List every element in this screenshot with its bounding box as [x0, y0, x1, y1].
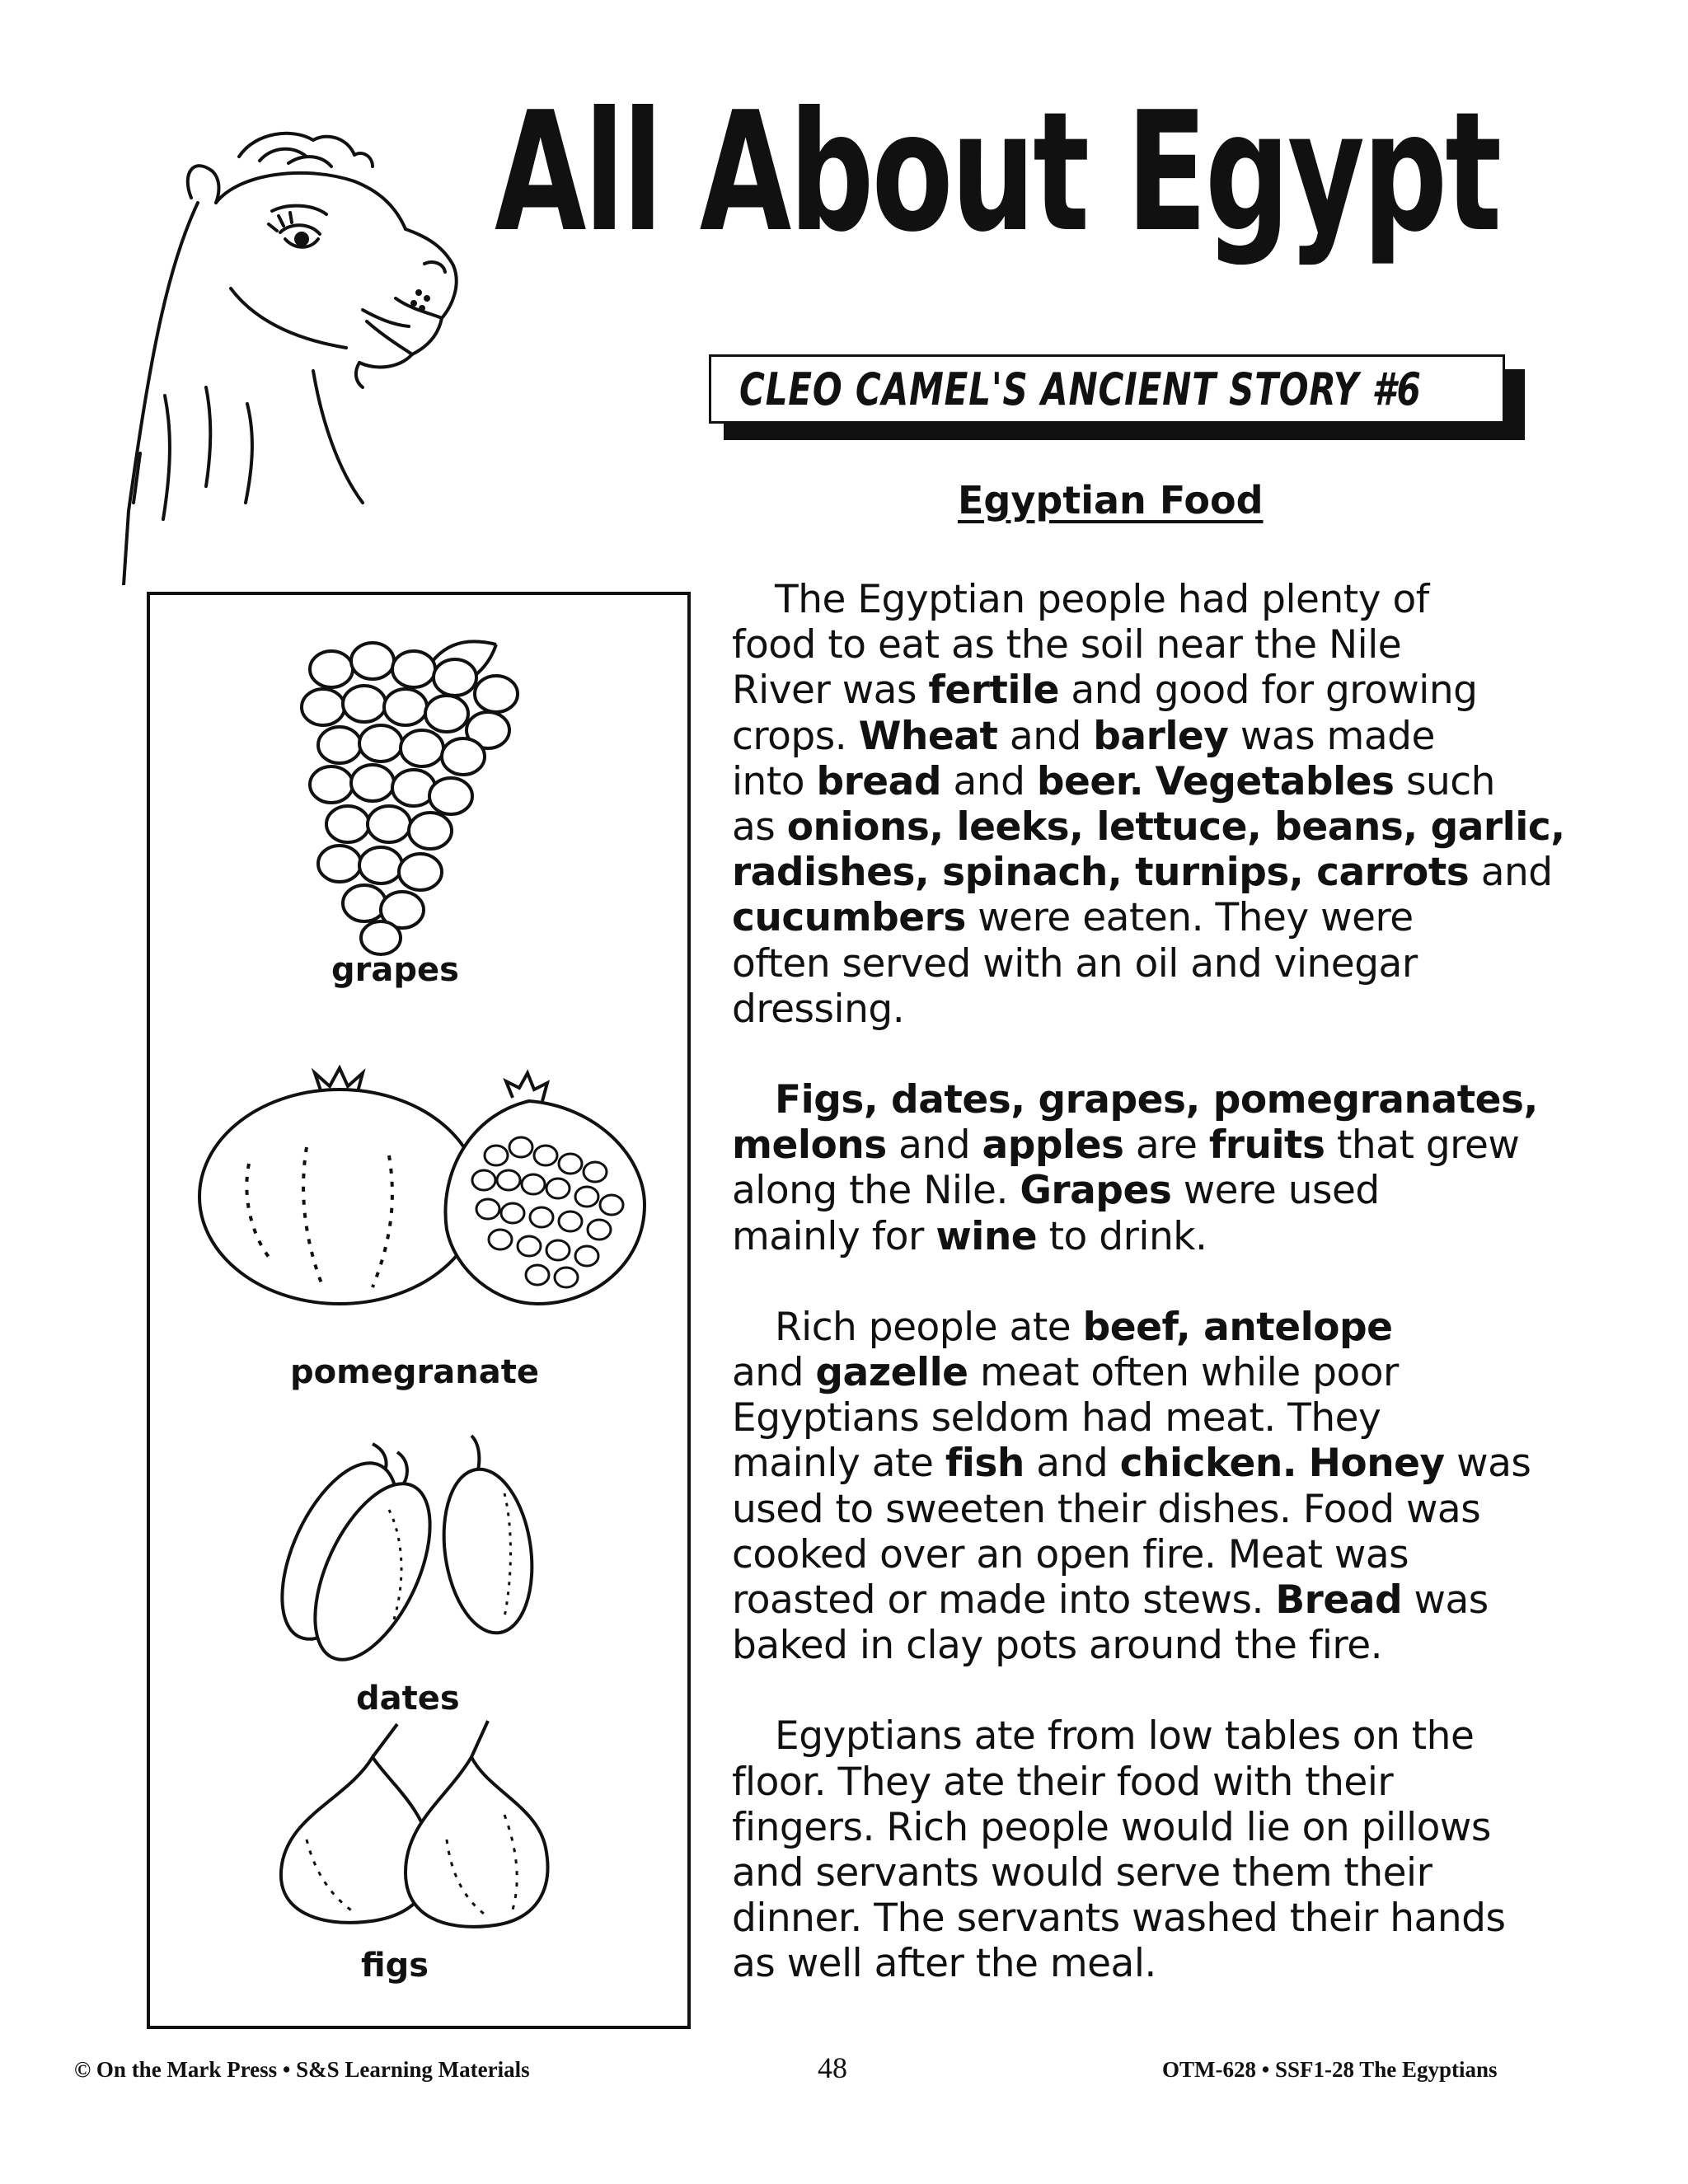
text-line: [732, 1805, 1622, 1850]
text-line: [732, 1577, 1622, 1623]
text-line: [732, 987, 1622, 1032]
text-line: [732, 1305, 1622, 1350]
bold-term: radishes, spinach, turnips, carrots: [732, 850, 1470, 896]
text-segment: roasted or made into stews.: [732, 1577, 1276, 1624]
bold-term: Vegetables: [1155, 758, 1395, 804]
text-segment: [1296, 1441, 1308, 1486]
story-paragraph: [732, 1713, 1622, 1986]
text-segment: Egyptians seldom had meat. They: [732, 1395, 1381, 1441]
bold-term: Bread: [1275, 1577, 1403, 1624]
text-line: [732, 804, 1622, 850]
figs-icon: [274, 1716, 554, 1930]
text-line: [732, 1941, 1622, 1986]
text-segment: cooked over an open fire. Meat was: [732, 1531, 1409, 1577]
text-segment: mainly for: [732, 1213, 936, 1259]
text-line: [732, 1168, 1622, 1213]
text-line: [732, 714, 1622, 759]
text-segment: often served with an oil and vinegar: [732, 940, 1418, 987]
text-line: [732, 895, 1622, 940]
text-segment: was: [1444, 1441, 1531, 1487]
text-segment: was made: [1228, 713, 1435, 759]
text-segment: into: [732, 758, 817, 804]
bold-term: chicken.: [1119, 1441, 1297, 1487]
dates-icon: [265, 1427, 546, 1666]
text-line: [732, 850, 1622, 895]
bold-term: Wheat: [858, 713, 998, 759]
section-heading: Egyptian Food: [958, 478, 1264, 523]
bold-term: melons: [732, 1122, 887, 1169]
grapes-icon: [298, 628, 537, 958]
text-segment: along the Nile.: [732, 1168, 1020, 1214]
text-line: [732, 622, 1622, 668]
bold-term: fertile: [928, 668, 1059, 714]
text-segment: was: [1402, 1577, 1489, 1624]
bold-term: wine: [935, 1213, 1038, 1259]
text-segment: and good for growing: [1058, 668, 1478, 714]
text-segment: mainly ate: [732, 1441, 945, 1487]
text-line: [732, 1896, 1622, 1941]
text-line: [732, 1214, 1622, 1259]
text-segment: and: [732, 1350, 816, 1396]
text-line: [732, 1350, 1622, 1395]
footer-series: OTM-628 • SSF1-28 The Egyptians: [1162, 2057, 1498, 2082]
bold-term: barley: [1093, 713, 1229, 759]
text-segment: and: [997, 713, 1094, 759]
text-segment: and: [941, 758, 1037, 804]
bold-term: beef, antelope: [1082, 1304, 1393, 1350]
text-segment: and servants would serve them their: [732, 1850, 1432, 1896]
text-segment: were eaten. They were: [965, 895, 1414, 941]
footer-publisher: © On the Mark Press • S&S Learning Materials: [74, 2057, 530, 2082]
text-line: [732, 668, 1622, 713]
text-segment: and: [1024, 1441, 1120, 1487]
text-line: [732, 759, 1622, 804]
text-segment: dressing.: [732, 986, 905, 1032]
text-segment: The Egyptian people had plenty of: [775, 577, 1429, 622]
text-line: [732, 941, 1622, 987]
fruit-illustration-box: [147, 592, 691, 2029]
text-segment: fingers. Rich people would lie on pillows: [732, 1804, 1491, 1850]
text-line: [732, 1077, 1622, 1122]
text-line: [732, 1850, 1622, 1896]
text-segment: to drink.: [1037, 1213, 1207, 1259]
text-line: [732, 577, 1622, 622]
bold-term: Figs, dates, grapes, pomegranates,: [775, 1077, 1538, 1123]
bold-term: fruits: [1208, 1122, 1325, 1169]
text-line: [732, 1713, 1622, 1759]
text-line: [732, 1532, 1622, 1577]
text-segment: River was: [732, 668, 929, 714]
pomegranate-icon: [183, 1065, 661, 1312]
text-segment: used to sweeten their dishes. Food was: [732, 1486, 1481, 1532]
story-banner: [709, 354, 1505, 424]
bold-term: bread: [816, 758, 942, 804]
bold-term: cucumbers: [732, 895, 966, 941]
text-line: [732, 1122, 1622, 1168]
bold-term: onions, leeks, lettuce, beans, garlic,: [786, 804, 1565, 851]
fruit-label: pomegranate: [290, 1353, 539, 1391]
text-segment: meat often while poor: [968, 1350, 1399, 1396]
bold-term: beer.: [1036, 758, 1144, 804]
text-line: [732, 1760, 1622, 1805]
text-segment: as well after the meal.: [732, 1941, 1156, 1987]
text-segment: Egyptians ate from low tables on the: [775, 1713, 1475, 1760]
bold-term: Honey: [1308, 1441, 1445, 1487]
story-paragraph: [732, 1077, 1622, 1259]
text-segment: and: [1469, 850, 1553, 896]
text-segment: baked in clay pots around the fire.: [732, 1623, 1383, 1669]
text-segment: food to eat as the soil near the Nile: [732, 622, 1402, 668]
fruit-label: figs: [361, 1947, 429, 1985]
text-segment: that grew: [1325, 1122, 1520, 1169]
story-body: [732, 577, 1622, 2032]
text-line: [732, 1623, 1622, 1668]
text-line: [732, 1395, 1622, 1441]
text-segment: crops.: [732, 713, 859, 759]
bold-term: apples: [982, 1122, 1124, 1169]
text-segment: as: [732, 804, 787, 851]
fruit-label: dates: [356, 1680, 460, 1718]
text-segment: dinner. The servants washed their hands: [732, 1896, 1506, 1942]
fruit-label: grapes: [331, 951, 459, 989]
bold-term: gazelle: [815, 1350, 968, 1396]
bold-term: fish: [945, 1441, 1025, 1487]
bold-term: Grapes: [1020, 1168, 1172, 1214]
text-segment: such: [1394, 758, 1495, 804]
text-line: [732, 1441, 1622, 1486]
text-line: [732, 1487, 1622, 1532]
text-segment: are: [1123, 1122, 1209, 1169]
story-paragraph: [732, 577, 1622, 1032]
text-segment: Rich people ate: [775, 1304, 1083, 1350]
page-number: 48: [818, 2051, 847, 2084]
text-segment: and: [886, 1122, 982, 1169]
page-title: All About Egypt: [495, 77, 1500, 269]
text-segment: floor. They ate their food with their: [732, 1759, 1394, 1805]
text-segment: were used: [1171, 1168, 1380, 1214]
text-segment: [1143, 759, 1155, 804]
story-paragraph: [732, 1305, 1622, 1669]
story-banner-label: CLEO CAMEL'S ANCIENT STORY #6: [739, 363, 1422, 415]
